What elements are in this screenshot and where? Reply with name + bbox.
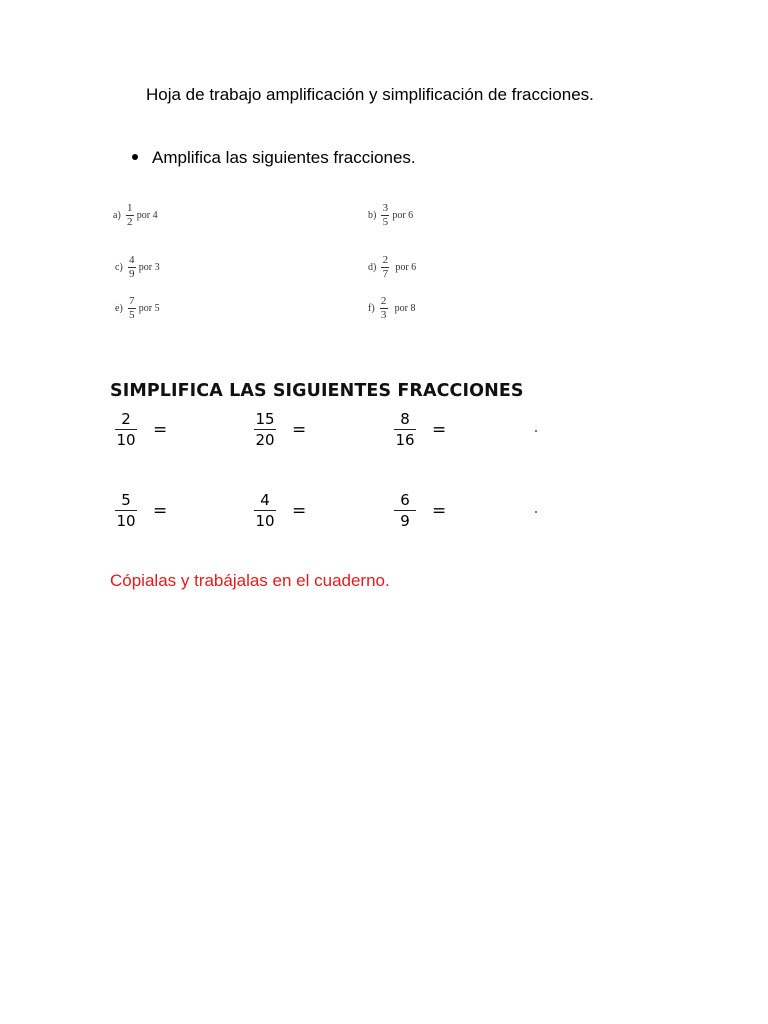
fraction-bar xyxy=(394,510,416,511)
denominator: 20 xyxy=(255,431,275,450)
simplify-fraction xyxy=(115,411,137,448)
amplify-fraction xyxy=(381,255,389,280)
amplify-fraction xyxy=(381,203,389,228)
amplify-item-letter: b) xyxy=(368,210,377,221)
amplify-fraction xyxy=(128,255,136,280)
image-edge-mark xyxy=(535,430,537,432)
denominator: 16 xyxy=(395,431,415,450)
equals-sign: = xyxy=(153,500,168,521)
amplify-fraction xyxy=(128,296,136,321)
simplify-heading: SIMPLIFICA LAS SIGUIENTES FRACCIONES xyxy=(110,381,524,401)
amplify-item-e xyxy=(115,296,160,321)
fraction-bar xyxy=(254,429,276,430)
numerator: 15 xyxy=(255,410,275,428)
amplify-item-letter: e) xyxy=(115,303,123,314)
amplify-item-a xyxy=(113,203,158,228)
amplify-factor: por 5 xyxy=(138,303,160,314)
simplify-item-3 xyxy=(394,411,446,448)
amplify-factor: por 6 xyxy=(395,262,417,273)
simplify-item-2 xyxy=(254,411,306,448)
amplify-item-letter: f) xyxy=(368,303,375,314)
equals-sign: = xyxy=(292,419,307,440)
denominator: 5 xyxy=(382,216,389,228)
denominator: 10 xyxy=(116,431,136,450)
simplify-fraction xyxy=(254,411,276,448)
simplify-fraction xyxy=(394,492,416,529)
numerator: 6 xyxy=(400,491,410,509)
denominator: 10 xyxy=(116,512,136,531)
numerator: 2 xyxy=(121,410,131,428)
amplify-factor: por 6 xyxy=(392,210,414,221)
fraction-bar xyxy=(115,429,137,430)
amplify-item-b xyxy=(368,203,413,228)
equals-sign: = xyxy=(432,500,447,521)
equals-sign: = xyxy=(153,419,168,440)
simplify-fraction xyxy=(254,492,276,529)
numerator: 4 xyxy=(129,254,135,266)
amplify-fraction xyxy=(126,203,134,228)
denominator: 5 xyxy=(129,309,135,321)
amplify-factor: por 4 xyxy=(136,210,158,221)
simplify-fraction xyxy=(394,411,416,448)
denominator: 2 xyxy=(127,216,133,228)
numerator: 5 xyxy=(121,491,131,509)
simplify-item-6 xyxy=(394,492,446,529)
simplify-item-1 xyxy=(115,411,167,448)
amplify-fraction xyxy=(380,296,388,321)
amplify-factor: por 8 xyxy=(394,303,416,314)
denominator: 10 xyxy=(255,512,275,531)
fraction-bar xyxy=(115,510,137,511)
numerator: 1 xyxy=(127,202,133,214)
amplify-item-letter: a) xyxy=(113,210,121,221)
denominator: 9 xyxy=(400,512,410,531)
amplify-instruction xyxy=(132,148,416,168)
numerator: 2 xyxy=(380,295,387,307)
numerator: 4 xyxy=(260,491,270,509)
simplify-item-4 xyxy=(115,492,167,529)
instruction-note: Cópialas y trabájalas en el cuaderno. xyxy=(110,571,390,590)
denominator: 7 xyxy=(382,268,389,280)
bullet-icon xyxy=(132,154,138,160)
denominator: 9 xyxy=(129,268,135,280)
denominator: 3 xyxy=(380,309,387,321)
amplify-item-d xyxy=(368,255,416,280)
amplify-instruction-text: Amplifica las siguientes fracciones. xyxy=(152,148,416,167)
numerator: 2 xyxy=(382,254,389,266)
numerator: 3 xyxy=(382,202,389,214)
numerator: 8 xyxy=(400,410,410,428)
simplify-fraction xyxy=(115,492,137,529)
simplify-item-5 xyxy=(254,492,306,529)
numerator: 7 xyxy=(129,295,135,307)
fraction-bar xyxy=(254,510,276,511)
worksheet-title: Hoja de trabajo amplificación y simplificación de fracciones. xyxy=(146,85,594,104)
amplify-item-c xyxy=(115,255,160,280)
image-edge-mark xyxy=(535,511,537,513)
amplify-item-f xyxy=(368,296,416,321)
equals-sign: = xyxy=(432,419,447,440)
fraction-bar xyxy=(394,429,416,430)
amplify-item-letter: d) xyxy=(368,262,377,273)
equals-sign: = xyxy=(292,500,307,521)
amplify-item-letter: c) xyxy=(115,262,123,273)
amplify-factor: por 3 xyxy=(138,262,160,273)
